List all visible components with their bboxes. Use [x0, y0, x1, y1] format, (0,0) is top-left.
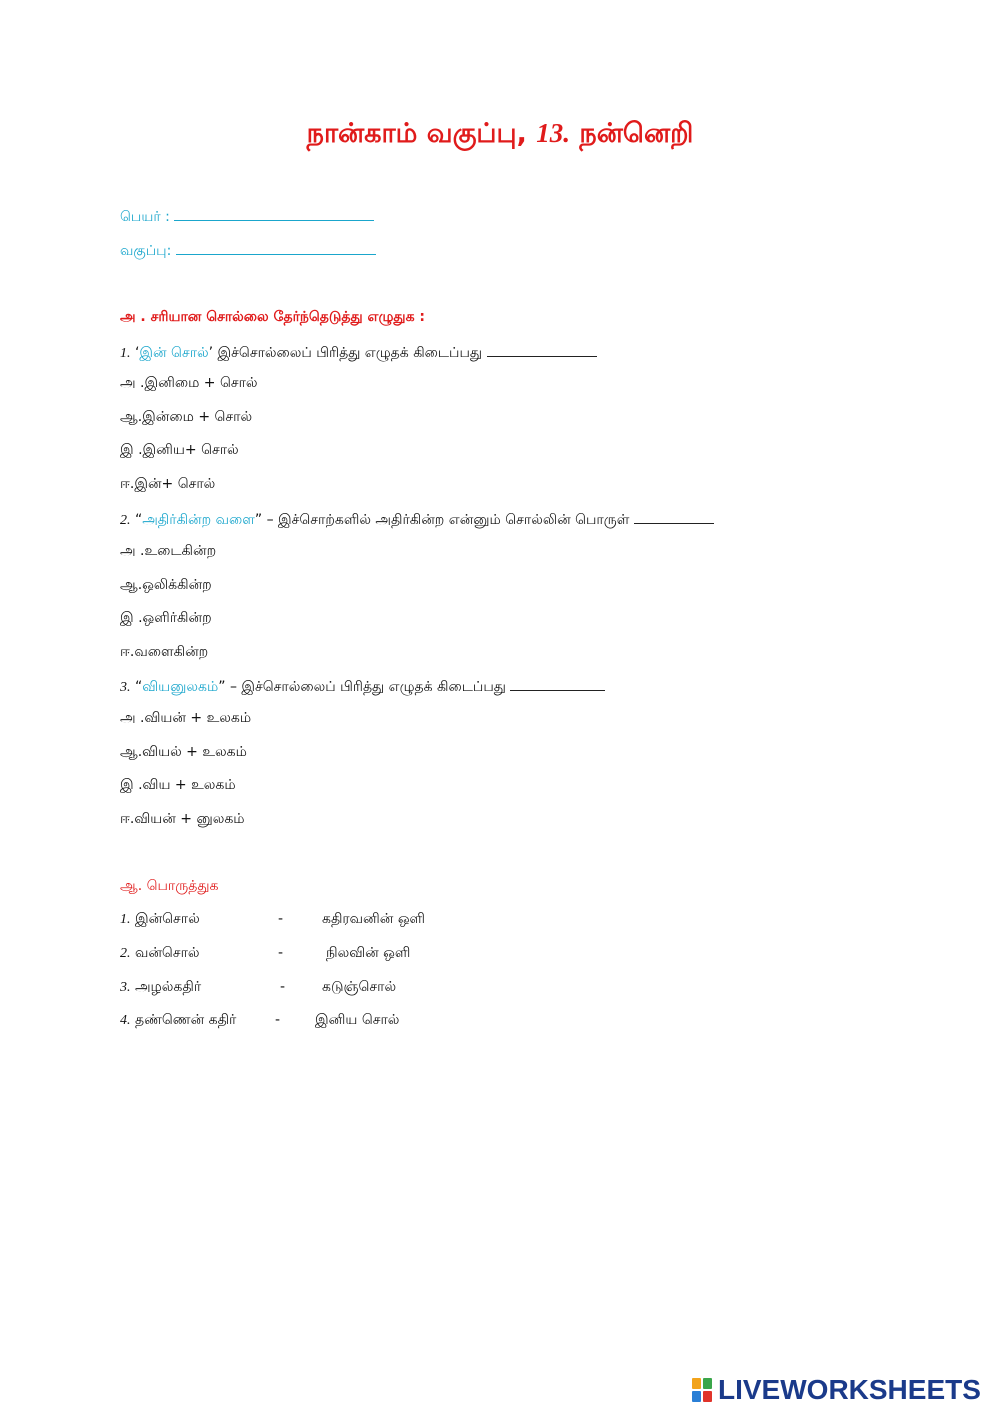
- pair-left-text: அழல்கதிர்: [134, 979, 202, 995]
- logo-text: LIVEWORKSHEETS: [718, 1374, 981, 1405]
- close-quote: ’: [208, 345, 214, 361]
- logo-grid-icon: [692, 1378, 714, 1404]
- match-right[interactable]: நிலவின் ஒளி: [326, 945, 411, 961]
- option[interactable]: இ .விய + உலகம்: [120, 777, 236, 793]
- class-blank[interactable]: [176, 241, 376, 255]
- pair-left-text: தண்ணென் கதிர்: [134, 1012, 237, 1028]
- option[interactable]: இ .ஒளிர்கின்ற: [120, 610, 212, 626]
- option[interactable]: அ .வியன் + உலகம்: [120, 710, 252, 726]
- match-dash: -: [278, 911, 284, 927]
- question-keyword: இன் சொல்: [139, 345, 209, 361]
- pair-number: 3.: [120, 980, 131, 995]
- open-quote: “: [134, 512, 143, 528]
- match-dash: -: [278, 945, 284, 961]
- section-b-heading: ஆ. பொருத்துக: [120, 878, 219, 894]
- question-text: இச்சொல்லைப் பிரித்து எழுதக் கிடைப்பது: [217, 345, 483, 361]
- name-field: [120, 207, 374, 227]
- question-text: – இச்சொற்களில் அதிர்கின்ற என்னும் சொல்லின் பொருள்: [266, 512, 630, 528]
- answer-blank[interactable]: [510, 677, 605, 691]
- match-left[interactable]: [120, 945, 200, 963]
- match-right[interactable]: இனிய சொல்: [315, 1012, 400, 1028]
- option[interactable]: ஆ.வியல் + உலகம்: [120, 744, 247, 760]
- name-blank[interactable]: [174, 207, 374, 221]
- close-quote: ”: [254, 512, 263, 528]
- question-keyword: வியனுலகம்: [142, 679, 219, 695]
- title-main: நான்காம் வகுப்பு,: [306, 118, 527, 149]
- match-left[interactable]: [120, 979, 201, 997]
- answer-blank[interactable]: [487, 343, 597, 357]
- question-number: 3.: [120, 680, 131, 695]
- question-3: [120, 677, 605, 697]
- option[interactable]: ஈ.இன்+ சொல்: [120, 476, 216, 492]
- title-number: 13.: [536, 118, 571, 148]
- option[interactable]: அ .இனிமை + சொல்: [120, 375, 258, 391]
- match-left[interactable]: [120, 911, 200, 929]
- option[interactable]: ஆ.ஒலிக்கின்ற: [120, 577, 212, 593]
- match-row: [120, 979, 520, 999]
- match-row: [120, 1012, 520, 1032]
- pair-number: 4.: [120, 1013, 131, 1028]
- pair-number: 1.: [120, 912, 131, 927]
- open-quote: “: [134, 679, 143, 695]
- option[interactable]: ஆ.இன்மை + சொல்: [120, 409, 253, 425]
- match-dash: -: [280, 979, 286, 995]
- option[interactable]: அ .உடைகின்ற: [120, 543, 217, 559]
- question-1: [120, 343, 597, 363]
- worksheet-title: [0, 118, 1000, 153]
- close-quote: ”: [218, 679, 226, 695]
- match-right[interactable]: கதிரவனின் ஒளி: [322, 911, 426, 927]
- class-field: [120, 241, 376, 261]
- name-label: பெயர் :: [120, 209, 170, 225]
- match-dash: -: [275, 1012, 281, 1028]
- pair-left-text: வன்சொல்: [134, 945, 200, 961]
- question-number: 2.: [120, 513, 131, 528]
- match-row: [120, 945, 520, 965]
- match-row: [120, 911, 520, 931]
- class-label: வகுப்பு:: [120, 243, 172, 259]
- answer-blank[interactable]: [634, 510, 714, 524]
- question-number: 1.: [120, 346, 131, 361]
- option[interactable]: ஈ.வியன் + னுலகம்: [120, 811, 245, 827]
- option[interactable]: இ .இனிய+ சொல்: [120, 442, 239, 458]
- match-left[interactable]: [120, 1012, 236, 1030]
- open-quote: ‘: [134, 345, 140, 361]
- question-keyword: அதிர்கின்ற வளை: [142, 512, 255, 528]
- match-right[interactable]: கடுஞ்சொல்: [322, 979, 397, 995]
- option[interactable]: ஈ.வளைகின்ற: [120, 644, 209, 660]
- pair-number: 2.: [120, 946, 131, 961]
- section-a-heading: அ . சரியான சொல்லை தேர்ந்தெடுத்து எழுதுக :: [120, 309, 425, 325]
- pair-left-text: இன்சொல்: [134, 911, 200, 927]
- question-2: [120, 510, 714, 530]
- question-text: – இச்சொல்லைப் பிரித்து எழுதக் கிடைப்பது: [229, 679, 506, 695]
- title-topic: நன்னெறி: [579, 118, 694, 149]
